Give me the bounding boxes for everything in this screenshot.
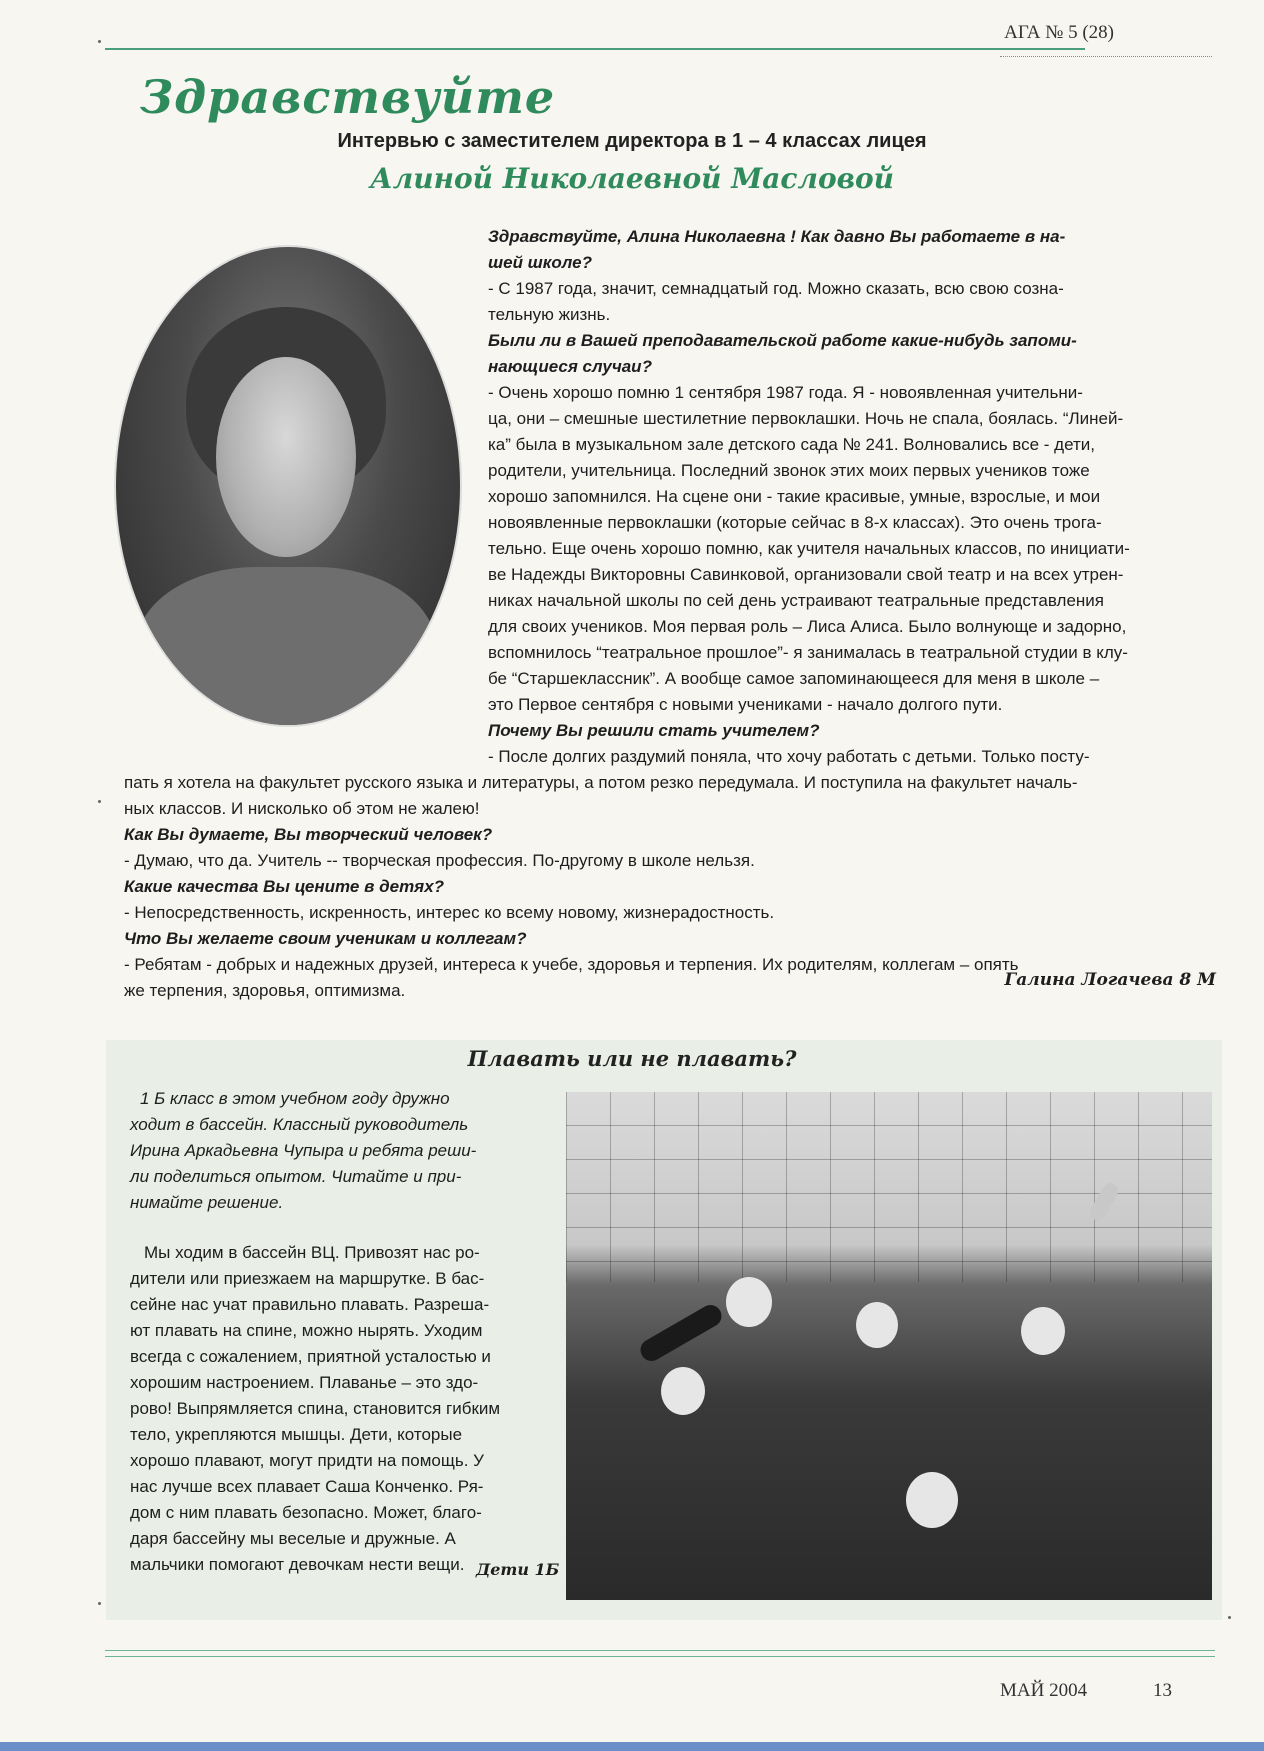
interview-text — [124, 224, 1220, 1004]
interview-answer-line: пать я хотела на факультет русского языка и литературы, а потом резко передумала. И поступила на факультет началь- — [124, 773, 1078, 792]
pool-intro-line: ходит в бассейн. Классный руководитель — [130, 1115, 469, 1134]
interview-answer-line: хорошо запомнился. На сцене они - такие красивые, умные, взрослые, и мои — [488, 487, 1101, 506]
footer-rule-2 — [105, 1656, 1215, 1657]
interview-answer-line: же терпения, здоровья, оптимизма. — [124, 981, 406, 1000]
pool-article-body — [130, 1240, 570, 1578]
interview-answer-line: - Очень хорошо помню 1 сентября 1987 года. Я - новоявленная учительни- — [488, 383, 1083, 402]
pool-intro-line: Ирина Аркадьевна Чупыра и ребята реши- — [130, 1141, 477, 1160]
interview-question-line: Были ли в Вашей преподавательской работе какие-нибудь запоми- — [488, 331, 1077, 350]
pool-body-line: сейне нас учат правильно плавать. Разреша- — [130, 1295, 490, 1314]
pool-body-line: хорошим настроением. Плаванье – это здо- — [130, 1373, 479, 1392]
interview-question-line: Здравствуйте, Алина Николаевна ! Как давно Вы работаете в на- — [488, 227, 1066, 246]
interview-question-line: нающиеся случаи? — [488, 357, 652, 376]
pool-intro-line: 1 Б класс в этом учебном году дружно — [140, 1089, 450, 1108]
section-heading: Здравствуйте — [140, 70, 556, 124]
footer-date: МАЙ 2004 — [1000, 1680, 1088, 1701]
pool-body-line: тело, укрепляются мышцы. Дети, которые — [130, 1425, 463, 1444]
pool-body-line: дом с ним плавать безопасно. Может, благо- — [130, 1503, 482, 1522]
interview-answer-line: тельную жизнь. — [488, 305, 611, 324]
interview-answer-line: - Думаю, что да. Учитель -- творческая профессия. По-другому в школе нельзя. — [124, 851, 755, 870]
interviewee-name: Алиной Николаевной Масловой — [369, 162, 895, 195]
pool-article-intro — [130, 1086, 570, 1216]
issue-number: АГА № 5 (28) — [1004, 22, 1114, 43]
interview-answer-line: ных классов. И нисколько об этом не жалею! — [124, 799, 480, 818]
page-number: 13 — [1153, 1680, 1172, 1701]
interview-answer-line: это Первое сентября с новыми учениками - начало долгого пути. — [488, 695, 1003, 714]
pool-body-line: нас лучше всех плавает Саша Конченко. Ря- — [130, 1477, 484, 1496]
interview-answer-line: - Ребятам - добрых и надежных друзей, интереса к учебе, здоровья и терпения. Их родителям, коллегам – опять — [124, 955, 1019, 974]
pool-article-title: Плавать или не плавать? — [467, 1046, 797, 1071]
pool-body-line: дители или приезжаем на маршрутке. В бас- — [130, 1269, 485, 1288]
interview-answer-line: новоявленные первоклашки (которые сейчас в 8-х классах). Это очень трога- — [488, 513, 1102, 532]
interview-question-line: Что Вы желаете своим ученикам и коллегам? — [124, 929, 527, 948]
interview-answer-line: бе “Старшеклассник”. А вообще самое запоминающееся для меня в школе – — [488, 669, 1100, 688]
interview-question-line: Почему Вы решили стать учителем? — [488, 721, 820, 740]
pool-body-line: ют плавать на спине, можно нырять. Уходим — [130, 1321, 483, 1340]
pool-article-signature: Дети 1Б — [476, 1560, 560, 1579]
interview-answer-line: - С 1987 года, значит, семнадцатый год. Можно сказать, всю свою созна- — [488, 279, 1064, 298]
interview-title: Интервью с заместителем директора в 1 – 4 классах лицея — [337, 130, 927, 152]
pool-body-line: хорошо плавают, могут придти на помощь. У — [130, 1451, 484, 1470]
pool-body-line: всегда с сожалением, приятной усталостью и — [130, 1347, 491, 1366]
pool-body-line: рово! Выпрямляется спина, становится гибким — [130, 1399, 501, 1418]
interview-question-line: Какие качества Вы цените в детях? — [124, 877, 445, 896]
pool-intro-line: ли поделиться опытом. Читайте и при- — [130, 1167, 462, 1186]
pool-body-line: даря бассейну мы веселые и дружные. А — [130, 1529, 456, 1548]
interview-answer-line: никах начальной школы по сей день устраивают театральные представления — [488, 591, 1104, 610]
interview-answer-line: тельно. Еще очень хорошо помню, как учителя начальных классов, по инициати- — [488, 539, 1130, 558]
pool-body-line: Мы ходим в бассейн ВЦ. Привозят нас ро- — [144, 1243, 480, 1262]
interview-answer-line: для своих учеников. Моя первая роль – Лиса Алиса. Было волнующе и задорно, — [488, 617, 1127, 636]
pool-intro-line: нимайте решение. — [130, 1193, 284, 1212]
pool-body-line: мальчики помогают девочкам нести вещи. — [130, 1555, 465, 1574]
interview-answer-line: родители, учительница. Последний звонок этих моих первых учеников тоже — [488, 461, 1090, 480]
bottom-bar — [0, 1742, 1264, 1751]
interview-signature: Галина Логачева 8 М — [1004, 970, 1216, 990]
interview-answer-line: ца, они – смешные шестилетние первоклашки. Ночь не спала, боялась. “Линей- — [488, 409, 1124, 428]
interview-answer-line: - После долгих раздумий поняла, что хочу работать с детьми. Только посту- — [488, 747, 1090, 766]
footer-rule — [105, 1650, 1215, 1651]
interview-answer-line: ве Надежды Викторовны Савинковой, организовали свой театр и на всех утрен- — [488, 565, 1124, 584]
interview-question-line: шей школе? — [488, 253, 592, 272]
interview-answer-line: - Непосредственность, искренность, интерес ко всему новому, жизнерадостность. — [124, 903, 775, 922]
interview-question-line: Как Вы думаете, Вы творческий человек? — [124, 825, 493, 844]
interview-answer-line: ка” была в музыкальном зале детского сада № 241. Волновались все - дети, — [488, 435, 1095, 454]
interview-answer-line: вспомнилось “театральное прошлое”- я занималась в театральной студии в клу- — [488, 643, 1128, 662]
header-rule — [105, 48, 1085, 50]
pool-photo — [566, 1092, 1212, 1600]
header-dotline — [1000, 56, 1212, 57]
